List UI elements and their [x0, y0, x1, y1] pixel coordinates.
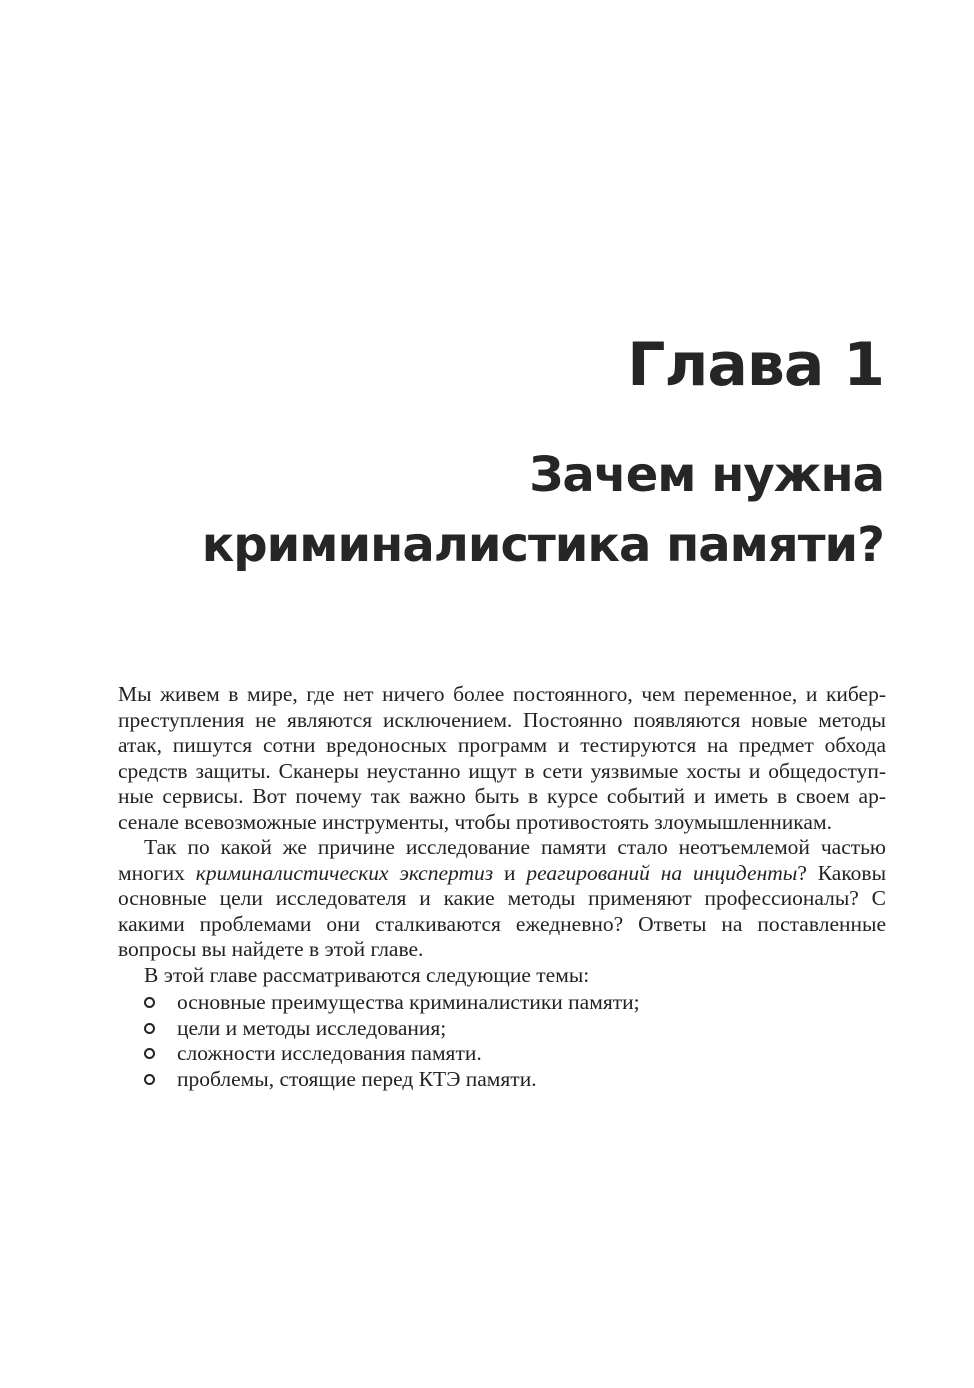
topic-text: основные преимущества криминалистики памяти; — [177, 990, 640, 1014]
p2-text-start: Так по какой же причине исследование памяти стало неотъемлемой частью многих — [118, 835, 886, 885]
list-item — [118, 1016, 886, 1042]
bullet-circle-icon — [144, 997, 155, 1008]
chapter-title — [202, 440, 884, 580]
list-item — [118, 990, 886, 1016]
chapter-title-line-1: Зачем нужна — [529, 447, 884, 503]
chapter-title-line-2: криминалистика памяти? — [201, 517, 884, 573]
p2-emphasis-incident-response: реагирований на инциденты — [526, 860, 798, 885]
list-item — [118, 1067, 886, 1093]
topics-list — [118, 990, 886, 1092]
p2-emphasis-forensics: криминалистических экспертиз — [195, 860, 494, 885]
topic-text: проблемы, стоящие перед КТЭ памяти. — [177, 1066, 537, 1091]
intro-paragraph-1: Мы живем в мире, где нет ничего более постоянного, чем переменное, и кибер-преступления не являются исключением. Постоянно появляются новые методы атак, пишутся сотни вредоносных программ и тестируются на предмет обхода средств защиты. Сканеры неустанно ищут в сети уязвимые хосты и общедоступ-ные сервисы. Вот почему так важно быть в курсе событий и иметь в своем ар-сенале всевозможные инструменты, чтобы противостоять злоумышленникам. — [118, 682, 886, 834]
topic-text: цели и методы исследования; — [177, 1015, 447, 1040]
bullet-circle-icon — [144, 1074, 155, 1085]
chapter-label: Глава 1 — [627, 330, 884, 400]
topics-intro: В этой главе рассматриваются следующие темы: — [144, 962, 590, 987]
p2-text-end: ? Каковы основные цели исследователя и какие методы применяют профессионалы? С какими проблемами они сталкиваются ежедневно? Ответы на поставленные вопросы вы найдете в этой главе. — [118, 860, 887, 961]
bullet-circle-icon — [144, 1048, 155, 1059]
bullet-circle-icon — [144, 1023, 155, 1034]
topic-text: сложности исследования памяти. — [177, 1041, 482, 1065]
p2-text-mid: и — [493, 860, 527, 885]
chapter-body — [118, 682, 886, 1092]
intro-paragraph-2 — [118, 835, 886, 963]
list-item — [118, 1041, 886, 1067]
